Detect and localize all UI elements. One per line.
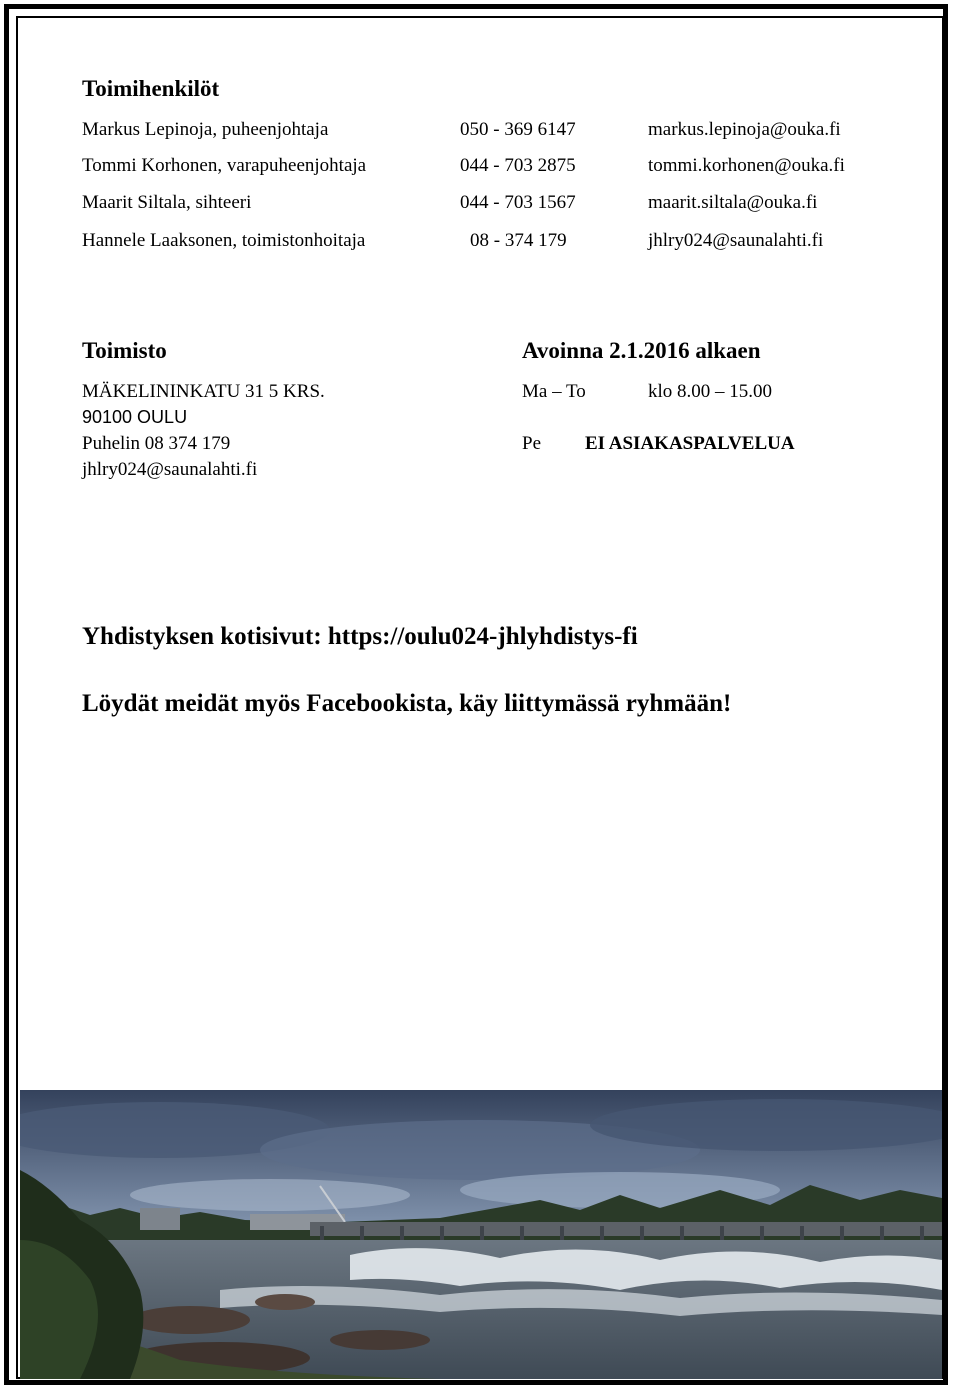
staff-row (82, 192, 902, 218)
staff-email-link[interactable]: maarit.siltala@ouka.fi (648, 192, 818, 213)
homepage-line[interactable]: Yhdistyksen kotisivut: https://oulu024-jhlyhdistys-fi (82, 623, 638, 650)
staff-heading: Toimihenkilöt (82, 76, 220, 101)
staff-email-link[interactable]: markus.lepinoja@ouka.fi (648, 119, 841, 140)
staff-name: Markus Lepinoja, puheenjohtaja (82, 119, 329, 140)
staff-phone: 050 - 369 6147 (460, 119, 576, 140)
office-city: 90100 OULU (82, 407, 188, 427)
staff-name: Tommi Korhonen, varapuheenjohtaja (82, 155, 367, 176)
hours-heading: Avoinna 2.1.2016 alkaen (522, 338, 761, 363)
river-rapids-photo (20, 1090, 942, 1379)
facebook-line: Löydät meidät myös Facebookista, käy liittymässä ryhmään! (82, 690, 732, 717)
staff-row (82, 230, 902, 256)
hours-friday-day: Pe (522, 433, 541, 454)
office-heading: Toimisto (82, 338, 167, 363)
staff-email-link[interactable]: tommi.korhonen@ouka.fi (648, 155, 845, 176)
office-email-link[interactable]: jhlry024@saunalahti.fi (82, 459, 258, 480)
staff-row (82, 155, 902, 181)
office-phone: Puhelin 08 374 179 (82, 433, 231, 454)
office-street: MÄKELININKATU 31 5 KRS. (82, 381, 325, 402)
staff-row (82, 119, 902, 145)
hours-weekday-time: klo 8.00 – 15.00 (648, 381, 773, 402)
hours-weekday-days: Ma – To (522, 381, 586, 402)
staff-phone: 044 - 703 1567 (460, 192, 576, 213)
hours-friday-note: EI ASIAKASPALVELUA (585, 433, 795, 454)
staff-phone: 08 - 374 179 (470, 230, 567, 251)
staff-email-link[interactable]: jhlry024@saunalahti.fi (648, 230, 824, 251)
staff-name: Maarit Siltala, sihteeri (82, 192, 252, 213)
staff-name: Hannele Laaksonen, toimistonhoitaja (82, 230, 366, 251)
staff-phone: 044 - 703 2875 (460, 155, 576, 176)
